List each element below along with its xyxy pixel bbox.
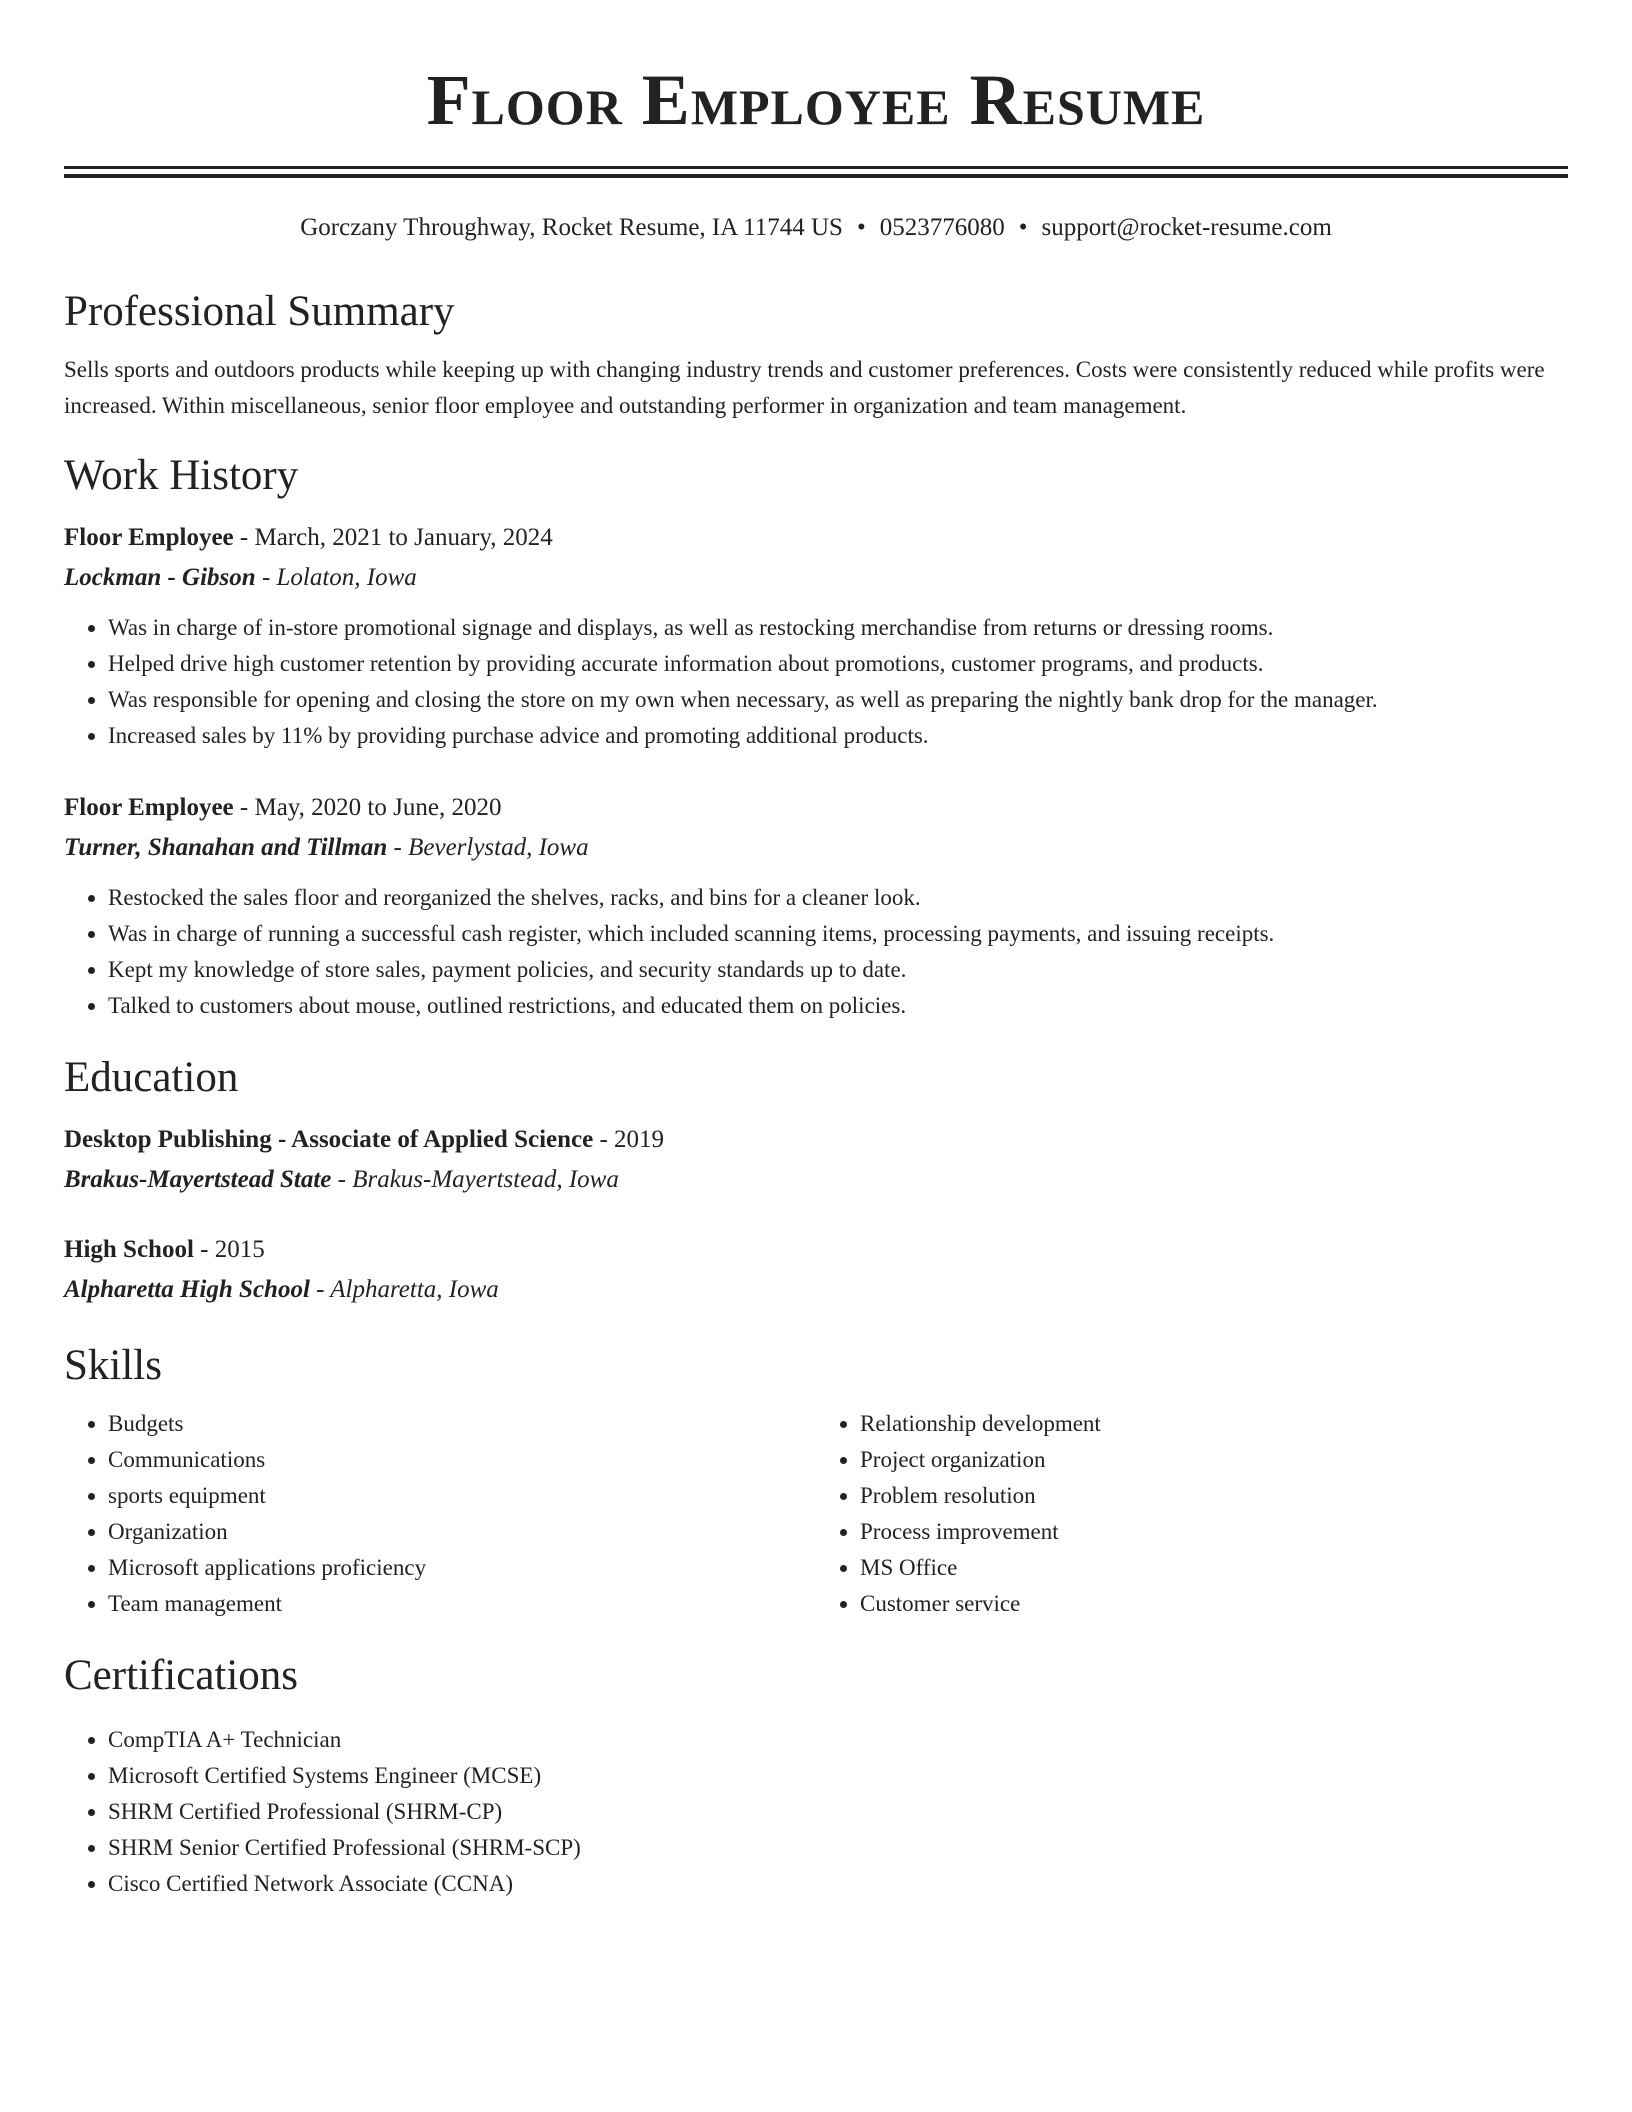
skills-columns — [64, 1406, 1568, 1622]
job-bullet: • Helped drive high customer retention by providing accurate information about promotions, customer programs, and products. — [108, 646, 1568, 682]
education-location: - Alpharetta, Iowa — [309, 1276, 499, 1303]
education-degree-line — [64, 1120, 1568, 1160]
job-dates: - May, 2020 to June, 2020 — [233, 794, 502, 821]
education-year: - 2015 — [193, 1236, 265, 1263]
certification-item: • Microsoft Certified Systems Engineer (MCSE) — [108, 1758, 1568, 1794]
job-bullet: • Talked to customers about mouse, outlined restrictions, and educated them on policies. — [108, 988, 1568, 1024]
job-entry — [64, 518, 1568, 754]
job-title-line — [64, 518, 1568, 558]
skill-item: • sports equipment — [108, 1478, 816, 1514]
skill-item: • MS Office — [860, 1550, 1568, 1586]
job-company: Turner, Shanahan and Tillman — [64, 834, 388, 861]
skill-item: • Problem resolution — [860, 1478, 1568, 1514]
job-bullets — [64, 610, 1568, 754]
certifications-section — [64, 1650, 1568, 1902]
job-bullet: • Restocked the sales floor and reorganized the shelves, racks, and bins for a cleaner look. — [108, 880, 1568, 916]
education-degree-line — [64, 1230, 1568, 1270]
education-school: Brakus-Mayertstead State — [64, 1166, 332, 1193]
job-location: - Beverlystad, Iowa — [387, 834, 589, 861]
education-school-line — [64, 1160, 1568, 1200]
skill-item: • Microsoft applications proficiency — [108, 1550, 816, 1586]
contact-phone: 0523776080 — [879, 214, 1005, 241]
certifications-heading: Certifications — [64, 1652, 299, 1699]
job-title-line — [64, 788, 1568, 828]
summary-section — [64, 286, 1568, 424]
job-bullet: • Was in charge of in-store promotional signage and displays, as well as restocking merchandise from returns or dressing rooms. — [108, 610, 1568, 646]
summary-heading: Professional Summary — [64, 288, 455, 335]
job-bullet: • Kept my knowledge of store sales, payment policies, and security standards up to date. — [108, 952, 1568, 988]
certification-item: • SHRM Certified Professional (SHRM-CP) — [108, 1794, 1568, 1830]
skills-list-right — [816, 1406, 1568, 1622]
contact-line — [64, 212, 1568, 244]
job-title: Floor Employee — [64, 524, 234, 551]
skill-item: • Relationship development — [860, 1406, 1568, 1442]
work-history-section — [64, 450, 1568, 1024]
contact-email: support@rocket-resume.com — [1041, 214, 1332, 241]
summary-text: Sells sports and outdoors products while keeping up with changing industry trends and customer preferences. Costs were consistently reduced while profits were increased. Within miscellaneous, senior floor employee and outstanding performer in organization and team management. — [64, 357, 1545, 418]
certification-item: • CompTIA A+ Technician — [108, 1722, 1568, 1758]
contact-address: Gorczany Throughway, Rocket Resume, IA 11744 US — [300, 214, 843, 241]
education-section — [64, 1052, 1568, 1310]
education-degree: High School — [64, 1236, 194, 1263]
job-location: - Lolaton, Iowa — [255, 564, 417, 591]
skill-item: • Team management — [108, 1586, 816, 1622]
job-bullet: • Was responsible for opening and closing the store on my own when necessary, as well as preparing the nightly bank drop for the manager. — [108, 682, 1568, 718]
education-entry — [64, 1120, 1568, 1200]
job-company: Lockman - Gibson — [64, 564, 256, 591]
education-location: - Brakus-Mayertstead, Iowa — [331, 1166, 619, 1193]
contact-separator: • — [856, 214, 866, 241]
job-company-line — [64, 558, 1568, 598]
education-school: Alpharetta High School — [64, 1276, 310, 1303]
work-history-heading: Work History — [64, 452, 299, 499]
education-heading: Education — [64, 1054, 239, 1101]
job-bullet: • Was in charge of running a successful cash register, which included scanning items, processing payments, and issuing receipts. — [108, 916, 1568, 952]
skill-item: • Customer service — [860, 1586, 1568, 1622]
education-entry — [64, 1230, 1568, 1310]
job-entry — [64, 788, 1568, 1024]
skills-section — [64, 1340, 1568, 1622]
skill-item: • Project organization — [860, 1442, 1568, 1478]
resume-title: Floor Employee Resume — [426, 60, 1206, 140]
job-bullets — [64, 880, 1568, 1024]
skill-item: • Organization — [108, 1514, 816, 1550]
contact-separator: • — [1018, 214, 1028, 241]
education-year: - 2019 — [593, 1126, 665, 1153]
job-title: Floor Employee — [64, 794, 234, 821]
certification-item: • SHRM Senior Certified Professional (SHRM-SCP) — [108, 1830, 1568, 1866]
skills-heading: Skills — [64, 1342, 162, 1389]
education-school-line — [64, 1270, 1568, 1310]
job-bullet: • Increased sales by 11% by providing purchase advice and promoting additional products. — [108, 718, 1568, 754]
certification-item: • Cisco Certified Network Associate (CCNA) — [108, 1866, 1568, 1902]
certifications-list — [64, 1722, 1568, 1902]
skill-item: • Process improvement — [860, 1514, 1568, 1550]
skill-item: • Budgets — [108, 1406, 816, 1442]
job-company-line — [64, 828, 1568, 868]
skills-list-left — [64, 1406, 816, 1622]
title-double-rule — [64, 166, 1568, 178]
education-degree: Desktop Publishing - Associate of Applied Science — [64, 1126, 594, 1153]
skill-item: • Communications — [108, 1442, 816, 1478]
job-dates: - March, 2021 to January, 2024 — [233, 524, 553, 551]
